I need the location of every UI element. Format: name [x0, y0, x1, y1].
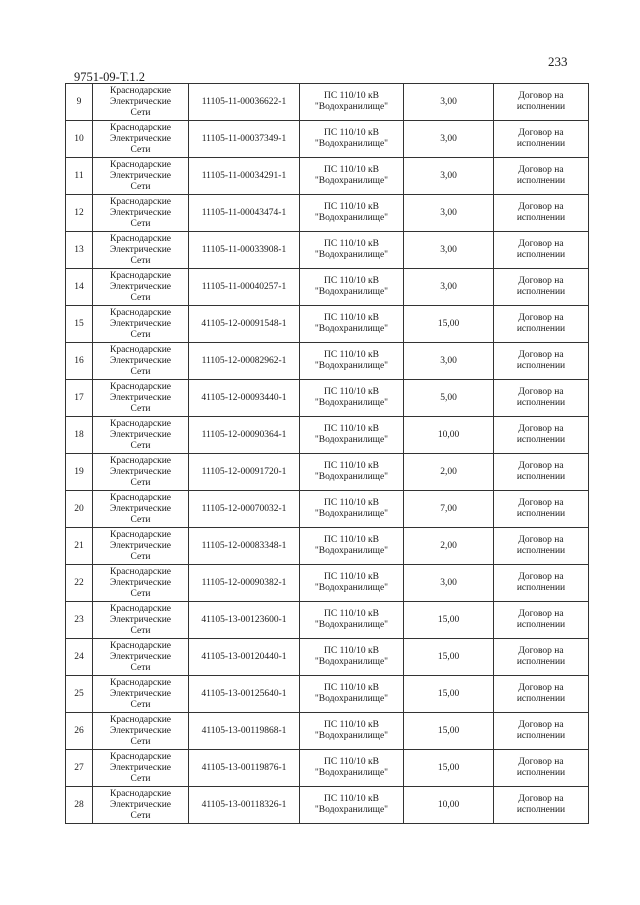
substation-cell	[300, 84, 404, 121]
substation-cell-line: "Водохранилище"	[314, 139, 389, 149]
status-cell-line: исполнении	[516, 324, 566, 334]
table-row	[66, 158, 589, 195]
organization-cell-line: Электрические	[109, 96, 172, 107]
row-number: 25	[66, 676, 93, 713]
contract-code-cell: 41105-13-00119868-1	[189, 713, 300, 750]
organization-cell-line: Краснодарские	[109, 122, 171, 133]
status-cell-line: Договор на	[518, 646, 564, 656]
substation-cell-line: "Водохранилище"	[314, 398, 389, 408]
organization-cell-line: Краснодарские	[109, 196, 171, 207]
table-row	[66, 195, 589, 232]
row-number: 18	[66, 417, 93, 454]
status-cell	[494, 713, 589, 750]
organization-cell	[93, 158, 189, 195]
table-row	[66, 343, 589, 380]
organization-cell-line: Краснодарские	[109, 455, 171, 466]
organization-cell-line: Краснодарские	[109, 270, 171, 281]
status-cell-line: исполнении	[516, 287, 566, 297]
organization-cell-line: Сети	[130, 403, 151, 414]
status-cell-line: Договор на	[518, 202, 564, 212]
table-row	[66, 454, 589, 491]
substation-cell-line: "Водохранилище"	[314, 509, 389, 519]
organization-cell-line: Электрические	[109, 614, 172, 625]
table-row	[66, 565, 589, 602]
status-cell	[494, 565, 589, 602]
power-cell: 3,00	[404, 343, 494, 380]
organization-cell-line: Сети	[130, 255, 151, 266]
substation-cell-line: "Водохранилище"	[314, 176, 389, 186]
organization-cell-line: Краснодарские	[109, 492, 171, 503]
status-cell	[494, 602, 589, 639]
page-number: 233	[548, 54, 568, 69]
organization-cell-line: Сети	[130, 218, 151, 229]
substation-cell-line: ПС 110/10 кВ	[324, 757, 379, 767]
organization-cell-line: Электрические	[109, 318, 172, 329]
row-number: 19	[66, 454, 93, 491]
status-cell-line: исполнении	[516, 768, 566, 778]
substation-cell	[300, 121, 404, 158]
substation-cell	[300, 232, 404, 269]
power-cell: 10,00	[404, 787, 494, 824]
organization-cell-line: Сети	[130, 625, 151, 636]
substation-cell-line: ПС 110/10 кВ	[324, 165, 379, 175]
substation-cell-line: "Водохранилище"	[314, 731, 389, 741]
power-cell: 3,00	[404, 269, 494, 306]
status-cell-line: исполнении	[516, 139, 566, 149]
substation-cell	[300, 454, 404, 491]
substation-cell-line: ПС 110/10 кВ	[324, 683, 379, 693]
status-cell-line: Договор на	[518, 387, 564, 397]
status-cell-line: исполнении	[516, 102, 566, 112]
contract-code-cell: 11105-12-00091720-1	[189, 454, 300, 491]
substation-cell-line: ПС 110/10 кВ	[324, 535, 379, 545]
organization-cell-line: Краснодарские	[109, 788, 171, 799]
organization-cell-line: Сети	[130, 107, 151, 118]
substation-cell-line: "Водохранилище"	[314, 657, 389, 667]
power-cell: 2,00	[404, 454, 494, 491]
substation-cell	[300, 528, 404, 565]
organization-cell	[93, 380, 189, 417]
substation-cell	[300, 565, 404, 602]
power-cell: 3,00	[404, 565, 494, 602]
substation-cell	[300, 380, 404, 417]
contract-code-cell: 11105-11-00040257-1	[189, 269, 300, 306]
status-cell	[494, 158, 589, 195]
substation-cell-line: ПС 110/10 кВ	[324, 276, 379, 286]
substation-cell-line: "Водохранилище"	[314, 102, 389, 112]
status-cell-line: Договор на	[518, 239, 564, 249]
organization-cell-line: Сети	[130, 366, 151, 377]
status-cell-line: Договор на	[518, 720, 564, 730]
contract-code-cell: 41105-13-00123600-1	[189, 602, 300, 639]
table-row	[66, 380, 589, 417]
organization-cell	[93, 713, 189, 750]
power-cell: 15,00	[404, 676, 494, 713]
organization-cell-line: Сети	[130, 662, 151, 673]
status-cell-line: Договор на	[518, 794, 564, 804]
organization-cell-line: Сети	[130, 810, 151, 821]
organization-cell-line: Сети	[130, 440, 151, 451]
organization-cell	[93, 454, 189, 491]
organization-cell-line: Электрические	[109, 577, 172, 588]
row-number: 20	[66, 491, 93, 528]
table-row	[66, 232, 589, 269]
status-cell-line: исполнении	[516, 213, 566, 223]
contract-code-cell: 11105-12-00070032-1	[189, 491, 300, 528]
organization-cell	[93, 417, 189, 454]
status-cell-line: исполнении	[516, 509, 566, 519]
organization-cell-line: Сети	[130, 773, 151, 784]
substation-cell-line: "Водохранилище"	[314, 620, 389, 630]
row-number: 11	[66, 158, 93, 195]
substation-cell-line: ПС 110/10 кВ	[324, 128, 379, 138]
substation-cell-line: ПС 110/10 кВ	[324, 794, 379, 804]
organization-cell-line: Электрические	[109, 133, 172, 144]
status-cell	[494, 269, 589, 306]
status-cell	[494, 306, 589, 343]
status-cell	[494, 454, 589, 491]
table-row	[66, 713, 589, 750]
table-row	[66, 787, 589, 824]
substation-cell-line: ПС 110/10 кВ	[324, 91, 379, 101]
status-cell	[494, 343, 589, 380]
status-cell-line: Договор на	[518, 276, 564, 286]
status-cell	[494, 84, 589, 121]
substation-cell-line: ПС 110/10 кВ	[324, 350, 379, 360]
organization-cell-line: Краснодарские	[109, 233, 171, 244]
organization-cell	[93, 676, 189, 713]
substation-cell-line: ПС 110/10 кВ	[324, 424, 379, 434]
contract-code-cell: 11105-12-00090364-1	[189, 417, 300, 454]
substation-cell-line: "Водохранилище"	[314, 805, 389, 815]
substation-cell-line: ПС 110/10 кВ	[324, 387, 379, 397]
status-cell	[494, 639, 589, 676]
status-cell-line: исполнении	[516, 176, 566, 186]
contract-code-cell: 11105-11-00033908-1	[189, 232, 300, 269]
organization-cell-line: Электрические	[109, 466, 172, 477]
table-row	[66, 528, 589, 565]
power-cell: 5,00	[404, 380, 494, 417]
substation-cell	[300, 195, 404, 232]
substation-cell-line: "Водохранилище"	[314, 768, 389, 778]
status-cell	[494, 195, 589, 232]
substation-cell-line: ПС 110/10 кВ	[324, 498, 379, 508]
contracts-table	[65, 83, 589, 824]
status-cell-line: исполнении	[516, 657, 566, 667]
organization-cell-line: Электрические	[109, 503, 172, 514]
organization-cell	[93, 269, 189, 306]
organization-cell	[93, 750, 189, 787]
organization-cell-line: Краснодарские	[109, 381, 171, 392]
status-cell-line: исполнении	[516, 620, 566, 630]
organization-cell	[93, 491, 189, 528]
organization-cell-line: Электрические	[109, 429, 172, 440]
organization-cell	[93, 343, 189, 380]
substation-cell-line: "Водохранилище"	[314, 250, 389, 260]
organization-cell-line: Краснодарские	[109, 307, 171, 318]
power-cell: 3,00	[404, 232, 494, 269]
organization-cell	[93, 121, 189, 158]
organization-cell-line: Краснодарские	[109, 529, 171, 540]
organization-cell-line: Краснодарские	[109, 85, 171, 96]
power-cell: 15,00	[404, 602, 494, 639]
organization-cell-line: Электрические	[109, 799, 172, 810]
status-cell-line: Договор на	[518, 683, 564, 693]
contract-code-cell: 11105-12-00083348-1	[189, 528, 300, 565]
status-cell-line: исполнении	[516, 250, 566, 260]
table-row	[66, 417, 589, 454]
status-cell	[494, 380, 589, 417]
power-cell: 7,00	[404, 491, 494, 528]
power-cell: 3,00	[404, 158, 494, 195]
power-cell: 10,00	[404, 417, 494, 454]
row-number: 21	[66, 528, 93, 565]
contract-code-cell: 41105-13-00125640-1	[189, 676, 300, 713]
row-number: 9	[66, 84, 93, 121]
row-number: 14	[66, 269, 93, 306]
substation-cell	[300, 417, 404, 454]
status-cell-line: исполнении	[516, 805, 566, 815]
organization-cell-line: Электрические	[109, 725, 172, 736]
contracts-table-body	[66, 84, 589, 824]
substation-cell-line: "Водохранилище"	[314, 694, 389, 704]
contract-code-cell: 11105-11-00036622-1	[189, 84, 300, 121]
document-code: 9751-09-Т.1.2	[74, 70, 145, 84]
organization-cell-line: Сети	[130, 551, 151, 562]
table-row	[66, 750, 589, 787]
organization-cell-line: Электрические	[109, 170, 172, 181]
substation-cell	[300, 491, 404, 528]
power-cell: 15,00	[404, 639, 494, 676]
organization-cell-line: Краснодарские	[109, 344, 171, 355]
row-number: 15	[66, 306, 93, 343]
substation-cell	[300, 750, 404, 787]
status-cell	[494, 676, 589, 713]
row-number: 28	[66, 787, 93, 824]
status-cell-line: исполнении	[516, 361, 566, 371]
table-row	[66, 84, 589, 121]
contract-code-cell: 41105-12-00091548-1	[189, 306, 300, 343]
status-cell-line: Договор на	[518, 461, 564, 471]
organization-cell	[93, 639, 189, 676]
substation-cell-line: ПС 110/10 кВ	[324, 202, 379, 212]
organization-cell	[93, 84, 189, 121]
power-cell: 3,00	[404, 195, 494, 232]
status-cell	[494, 417, 589, 454]
organization-cell-line: Сети	[130, 329, 151, 340]
power-cell: 15,00	[404, 713, 494, 750]
status-cell-line: исполнении	[516, 694, 566, 704]
organization-cell-line: Электрические	[109, 688, 172, 699]
organization-cell-line: Электрические	[109, 207, 172, 218]
organization-cell	[93, 787, 189, 824]
organization-cell-line: Краснодарские	[109, 159, 171, 170]
organization-cell-line: Электрические	[109, 281, 172, 292]
table-row	[66, 121, 589, 158]
substation-cell-line: ПС 110/10 кВ	[324, 720, 379, 730]
substation-cell-line: ПС 110/10 кВ	[324, 313, 379, 323]
organization-cell-line: Сети	[130, 699, 151, 710]
organization-cell-line: Краснодарские	[109, 751, 171, 762]
row-number: 26	[66, 713, 93, 750]
table-row	[66, 306, 589, 343]
substation-cell	[300, 158, 404, 195]
substation-cell	[300, 602, 404, 639]
organization-cell	[93, 195, 189, 232]
organization-cell-line: Сети	[130, 477, 151, 488]
row-number: 27	[66, 750, 93, 787]
status-cell-line: Договор на	[518, 535, 564, 545]
organization-cell-line: Сети	[130, 736, 151, 747]
status-cell-line: Договор на	[518, 498, 564, 508]
contract-code-cell: 11105-11-00043474-1	[189, 195, 300, 232]
contract-code-cell: 11105-12-00090382-1	[189, 565, 300, 602]
contract-code-cell: 11105-11-00037349-1	[189, 121, 300, 158]
substation-cell	[300, 306, 404, 343]
substation-cell-line: ПС 110/10 кВ	[324, 461, 379, 471]
substation-cell	[300, 269, 404, 306]
row-number: 16	[66, 343, 93, 380]
substation-cell-line: ПС 110/10 кВ	[324, 609, 379, 619]
substation-cell	[300, 713, 404, 750]
organization-cell-line: Электрические	[109, 244, 172, 255]
substation-cell-line: "Водохранилище"	[314, 324, 389, 334]
substation-cell-line: ПС 110/10 кВ	[324, 646, 379, 656]
substation-cell-line: ПС 110/10 кВ	[324, 239, 379, 249]
organization-cell-line: Электрические	[109, 540, 172, 551]
power-cell: 3,00	[404, 84, 494, 121]
organization-cell-line: Сети	[130, 144, 151, 155]
organization-cell	[93, 602, 189, 639]
row-number: 12	[66, 195, 93, 232]
organization-cell	[93, 232, 189, 269]
substation-cell	[300, 787, 404, 824]
table-row	[66, 491, 589, 528]
contract-code-cell: 41105-13-00118326-1	[189, 787, 300, 824]
substation-cell-line: ПС 110/10 кВ	[324, 572, 379, 582]
status-cell	[494, 491, 589, 528]
organization-cell-line: Краснодарские	[109, 566, 171, 577]
row-number: 22	[66, 565, 93, 602]
row-number: 23	[66, 602, 93, 639]
substation-cell-line: "Водохранилище"	[314, 435, 389, 445]
organization-cell-line: Краснодарские	[109, 677, 171, 688]
status-cell-line: Договор на	[518, 572, 564, 582]
substation-cell-line: "Водохранилище"	[314, 287, 389, 297]
power-cell: 2,00	[404, 528, 494, 565]
row-number: 24	[66, 639, 93, 676]
organization-cell-line: Сети	[130, 292, 151, 303]
organization-cell-line: Электрические	[109, 392, 172, 403]
power-cell: 3,00	[404, 121, 494, 158]
status-cell-line: исполнении	[516, 583, 566, 593]
status-cell-line: исполнении	[516, 731, 566, 741]
status-cell-line: исполнении	[516, 546, 566, 556]
substation-cell	[300, 676, 404, 713]
substation-cell-line: "Водохранилище"	[314, 546, 389, 556]
substation-cell-line: "Водохранилище"	[314, 472, 389, 482]
status-cell	[494, 750, 589, 787]
power-cell: 15,00	[404, 306, 494, 343]
status-cell-line: Договор на	[518, 91, 564, 101]
status-cell-line: Договор на	[518, 757, 564, 767]
contract-code-cell: 41105-13-00120440-1	[189, 639, 300, 676]
row-number: 17	[66, 380, 93, 417]
organization-cell-line: Краснодарские	[109, 714, 171, 725]
contract-code-cell: 41105-13-00119876-1	[189, 750, 300, 787]
row-number: 13	[66, 232, 93, 269]
substation-cell-line: "Водохранилище"	[314, 361, 389, 371]
power-cell: 15,00	[404, 750, 494, 787]
organization-cell-line: Краснодарские	[109, 640, 171, 651]
substation-cell	[300, 343, 404, 380]
organization-cell-line: Электрические	[109, 762, 172, 773]
status-cell-line: исполнении	[516, 435, 566, 445]
status-cell-line: исполнении	[516, 472, 566, 482]
contract-code-cell: 11105-12-00082962-1	[189, 343, 300, 380]
organization-cell	[93, 565, 189, 602]
status-cell-line: Договор на	[518, 128, 564, 138]
substation-cell-line: "Водохранилище"	[314, 213, 389, 223]
organization-cell-line: Краснодарские	[109, 603, 171, 614]
organization-cell-line: Сети	[130, 588, 151, 599]
organization-cell-line: Сети	[130, 514, 151, 525]
status-cell-line: Договор на	[518, 350, 564, 360]
organization-cell-line: Краснодарские	[109, 418, 171, 429]
status-cell-line: Договор на	[518, 313, 564, 323]
organization-cell	[93, 306, 189, 343]
organization-cell	[93, 528, 189, 565]
status-cell-line: Договор на	[518, 424, 564, 434]
contract-code-cell: 41105-12-00093440-1	[189, 380, 300, 417]
substation-cell	[300, 639, 404, 676]
organization-cell-line: Электрические	[109, 355, 172, 366]
organization-cell-line: Сети	[130, 181, 151, 192]
table-row	[66, 676, 589, 713]
table-row	[66, 269, 589, 306]
substation-cell-line: "Водохранилище"	[314, 583, 389, 593]
contract-code-cell: 11105-11-00034291-1	[189, 158, 300, 195]
status-cell	[494, 121, 589, 158]
status-cell-line: Договор на	[518, 165, 564, 175]
row-number: 10	[66, 121, 93, 158]
organization-cell-line: Электрические	[109, 651, 172, 662]
table-row	[66, 639, 589, 676]
status-cell-line: исполнении	[516, 398, 566, 408]
status-cell-line: Договор на	[518, 609, 564, 619]
table-row	[66, 602, 589, 639]
status-cell	[494, 232, 589, 269]
status-cell	[494, 787, 589, 824]
status-cell	[494, 528, 589, 565]
